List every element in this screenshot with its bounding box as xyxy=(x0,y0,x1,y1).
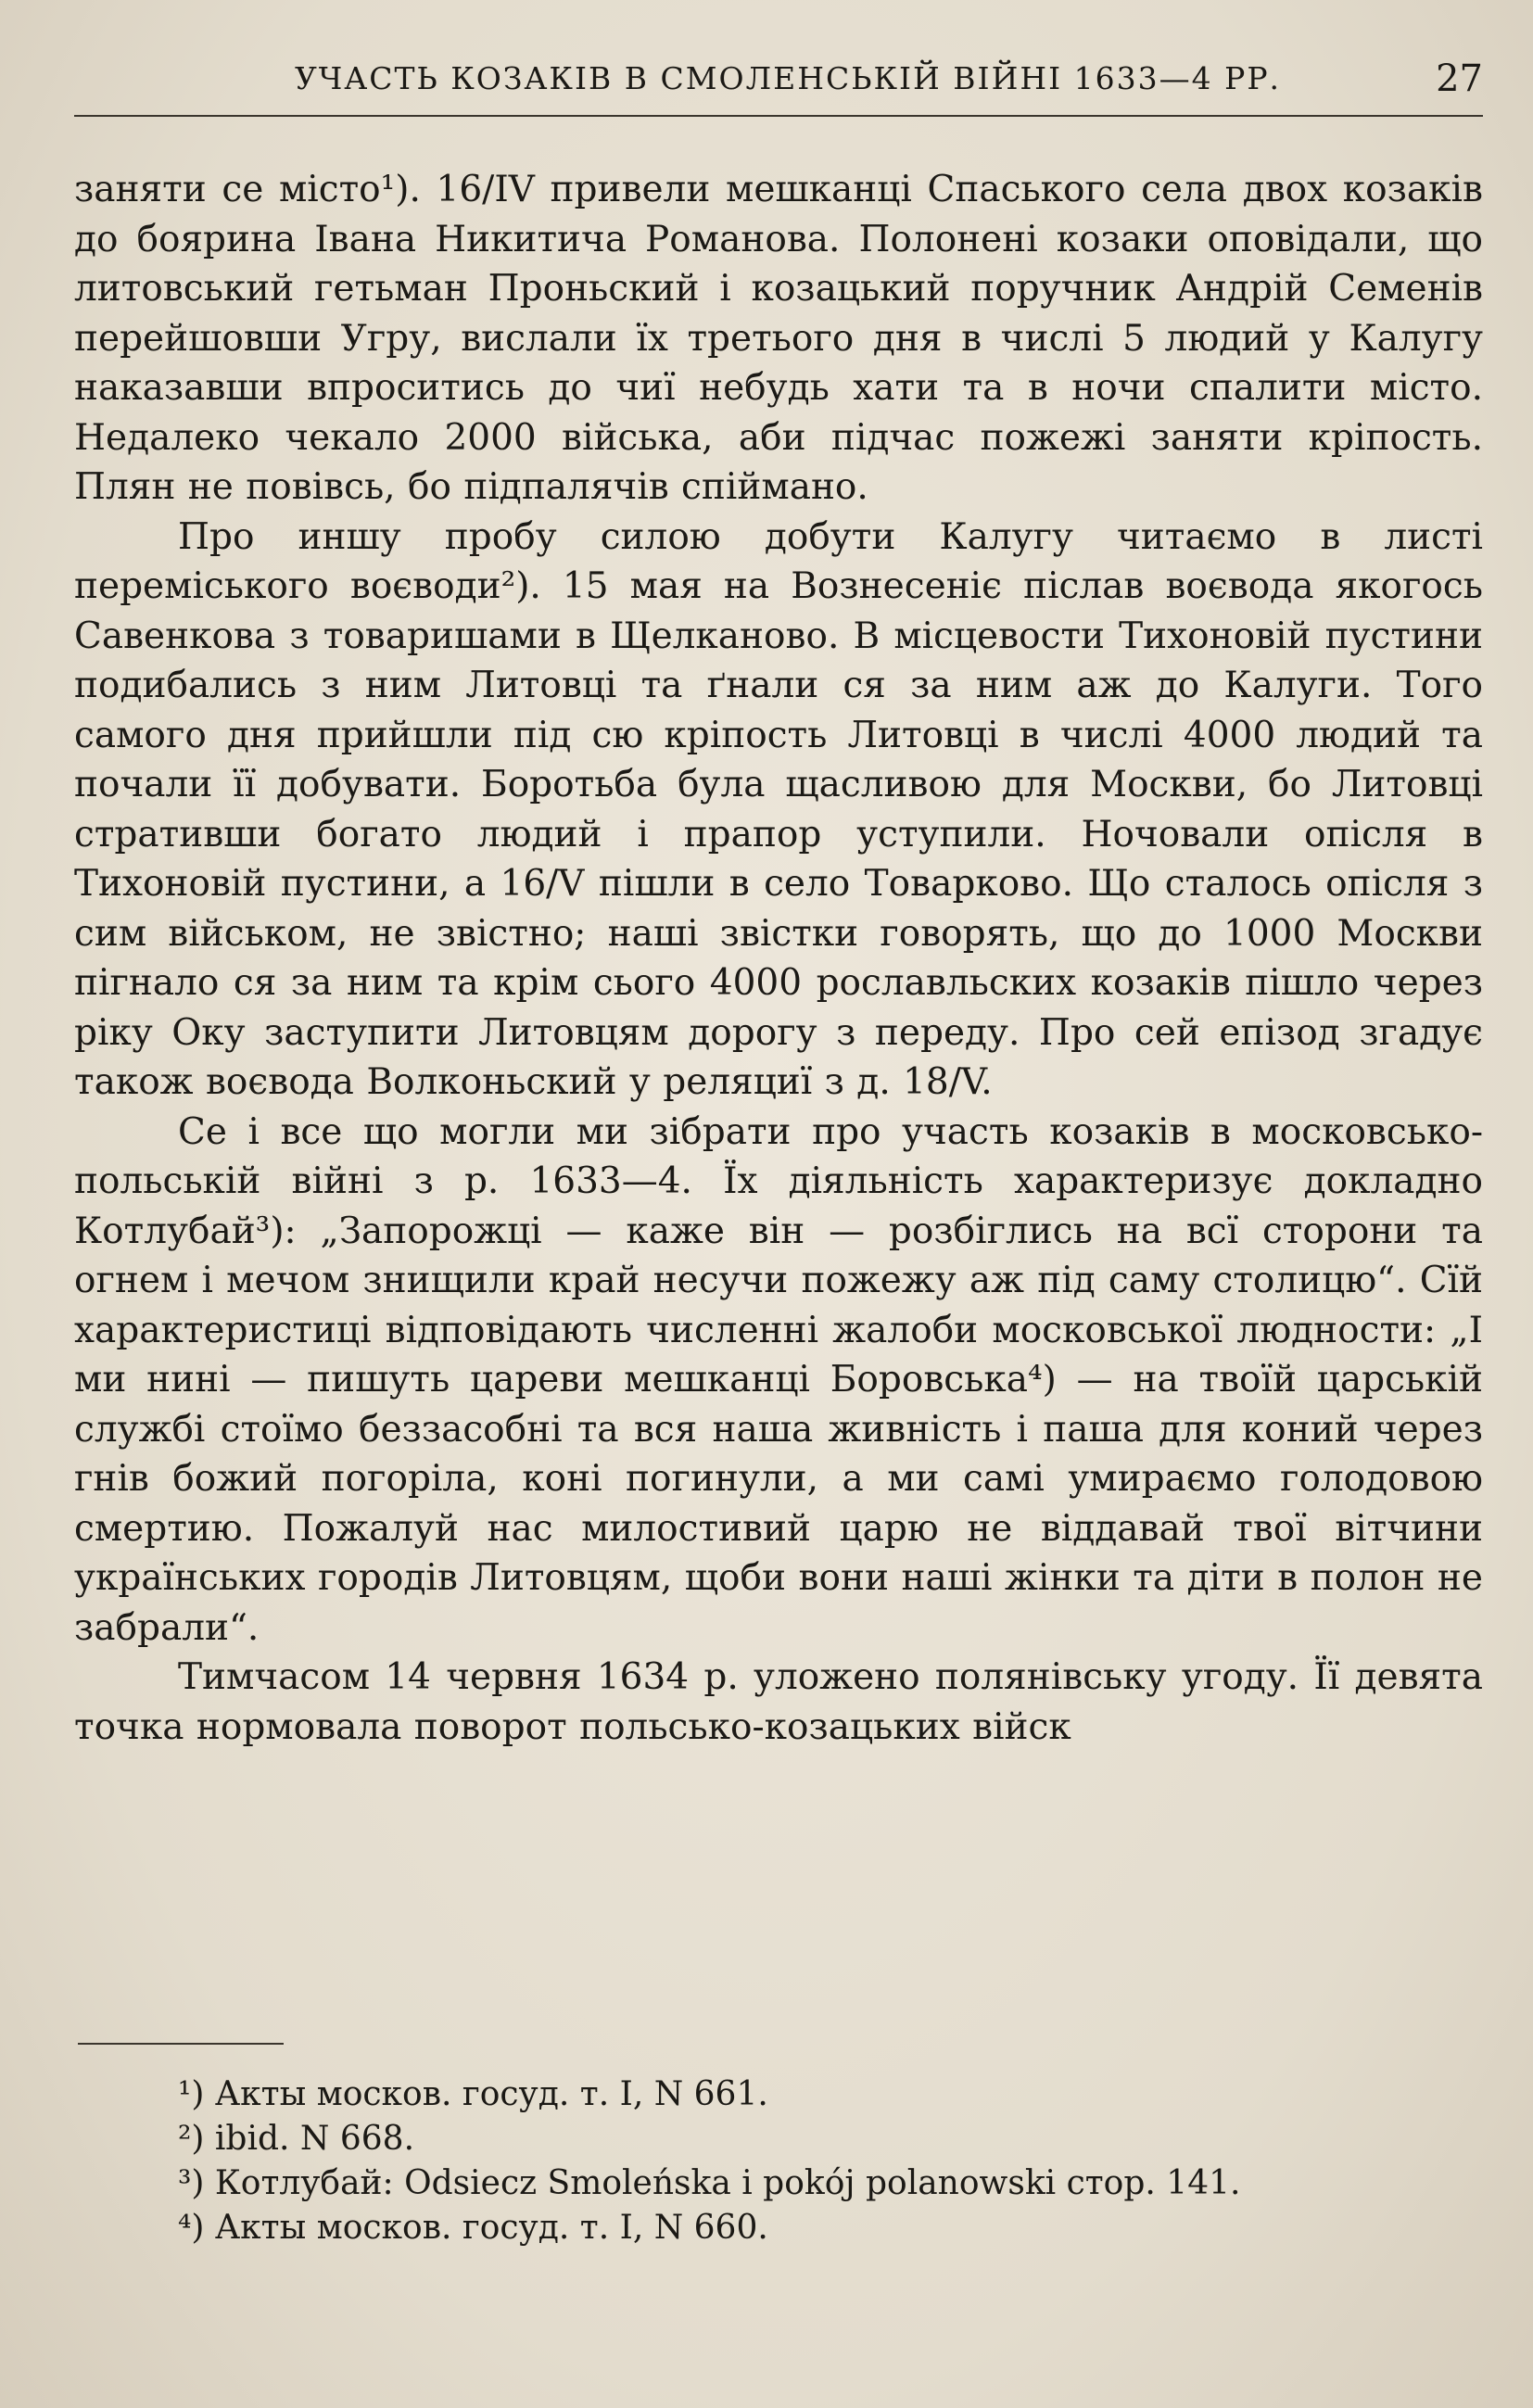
paragraph-1: заняти се місто¹). 16/IV привели мешканці Спаського села двох козаків до боярина Івана Никитича Романова. Полонені козаки оповідали, що литовський гетьман Проньский і козацький поручник Андрій Семенів перейшовши Угру, вислали їх третього дня в числі 5 людий у Калугу наказавши впроситись до чиї небудь хати та в ночи спалити місто. Недалеко чекало 2000 війська, аби підчас пожежі заняти кріпость. Плян не повівсь, бо підпалячів спіймано. xyxy=(74,169,1483,508)
header-divider xyxy=(74,115,1483,117)
body-text xyxy=(74,165,1483,1752)
footnote-divider xyxy=(78,2043,284,2045)
running-title: УЧАСТЬ КОЗАКІВ В СМОЛЕНСЬКІЙ ВІЙНІ 1633—4 РР. xyxy=(294,60,1282,96)
footnote-1: ¹) Акты москов. госуд. т. I, N 661. xyxy=(178,2075,768,2113)
paragraph-4: Тимчасом 14 червня 1634 р. уложено полянівську угоду. Її девята точка нормовала поворот польсько-козацьких війск xyxy=(74,1656,1483,1748)
page-number: 27 xyxy=(1436,57,1483,100)
running-head xyxy=(74,50,1483,108)
footnote-4: ⁴) Акты москов. госуд. т. I, N 660. xyxy=(178,2209,768,2247)
footnote-3: ³) Котлубай: Odsiecz Smoleńska i pokój polanowski стор. 141. xyxy=(178,2164,1241,2202)
footnotes xyxy=(178,2072,1476,2250)
footnote-2: ²) ibid. N 668. xyxy=(178,2120,415,2158)
paragraph-3: Се і все що могли ми зібрати про участь козаків в московсько-польській війні з р. 1633—4. Їх діяльність характеризує докладно Котлубай³): „Запорожці — каже він — розбіглись на всї сторони та огнем і мечом знищили край несучи пожежу аж під саму столицю“. Сїй характеристиці відповідають численні жалоби московської людности: „І ми нині — пишуть цареви мешканці Боровська⁴) — на твоїй царській службі стоїмо беззасобні та вся наша живність і паша для коний через гнів божий погоріла, коні погинули, а ми самі умираємо голодовою смертию. Пожалуй нас милостивий царю не віддавай твої вітчини українських городів Литовцям, щоби вони наші жінки та діти в полон не забрали“. xyxy=(74,1110,1483,1649)
paragraph-2: Про иншу пробу силою добути Калугу читаємо в листі переміського воєводи²). 15 мая на Вознесеніє післав воєвода якогось Савенкова з товаришами в Щелканово. В місцевости Тихоновій пустини подибались з ним Литовці та ґнали ся за ним аж до Калуги. Того самого дня прийшли під сю кріпость Литовці в числі 4000 людий та почали її добувати. Боротьба була щасливою для Москви, бо Литовці стративши богато людий і прапор уступили. Ночовали опісля в Тихоновій пустини, а 16/V пішли в село Товарково. Що сталось опісля з сим військом, не звістно; наші звістки говорять, що до 1000 Москви пігнало ся за ним та крім сього 4000 рославльских козаків пішло через ріку Оку заступити Литовцям дорогу з переду. Про сей епізод згадує також воєвода Волконьский у реляциї з д. 18/V. xyxy=(74,515,1483,1103)
